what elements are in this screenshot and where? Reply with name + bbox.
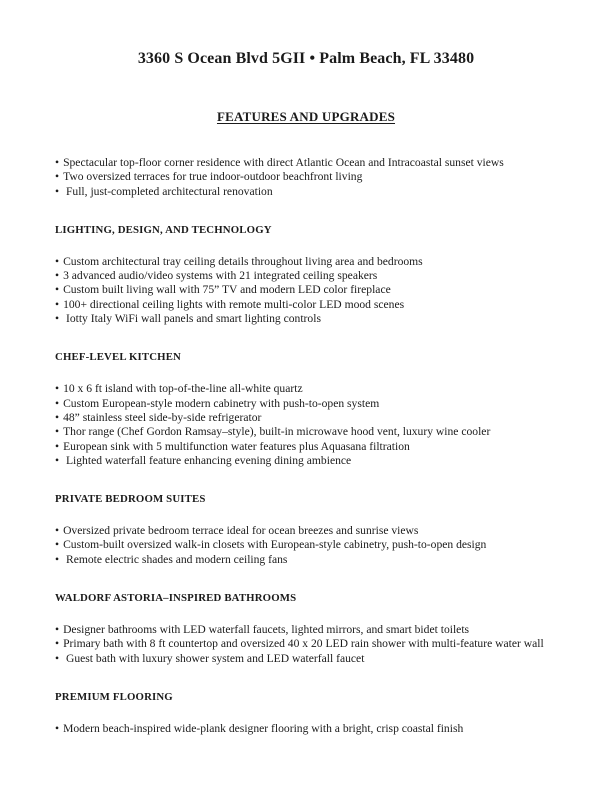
bullet-text: Guest bath with luxury shower system and LED waterfall faucet bbox=[63, 651, 365, 665]
bullet-text: Primary bath with 8 ft countertop and oversized 40 x 20 LED rain shower with multi-feature water wall bbox=[63, 637, 544, 651]
bullet-item bbox=[55, 255, 557, 269]
feature-section bbox=[55, 223, 557, 326]
bullet-item bbox=[55, 156, 557, 170]
bullet-marker: • bbox=[55, 425, 60, 439]
bullet-text: Lighted waterfall feature enhancing evening dining ambience bbox=[63, 453, 352, 467]
bullet-text: Two oversized terraces for true indoor-outdoor beachfront living bbox=[63, 170, 363, 184]
bullet-text: Spectacular top-floor corner residence with direct Atlantic Ocean and Intracoastal sunset views bbox=[63, 156, 504, 169]
bullet-list bbox=[55, 722, 557, 736]
bullet-marker: • bbox=[55, 637, 60, 651]
bullet-marker: • bbox=[55, 552, 60, 566]
section-heading: WALDORF ASTORIA–INSPIRED BATHROOMS bbox=[55, 592, 297, 605]
bullet-marker: • bbox=[55, 439, 60, 453]
bullet-text: Iotty Italy WiFi wall panels and smart lighting controls bbox=[63, 312, 321, 326]
bullet-marker: • bbox=[55, 651, 60, 665]
bullet-text: Modern beach-inspired wide-plank designer flooring with a bright, crisp coastal finish bbox=[63, 721, 464, 735]
bullet-text: 10 x 6 ft island with top-of-the-line all-white quartz bbox=[63, 382, 303, 396]
feature-section bbox=[55, 690, 557, 736]
bullet-marker: • bbox=[55, 721, 60, 735]
page-title: 3360 S Ocean Blvd 5GII • Palm Beach, FL 33480 bbox=[137, 50, 475, 67]
bullet-item bbox=[55, 623, 557, 637]
bullet-text: Custom built living wall with 75” TV and modern LED color fireplace bbox=[63, 283, 391, 297]
bullet-marker: • bbox=[55, 396, 60, 410]
bullet-text: Custom European-style modern cabinetry with push-to-open system bbox=[63, 396, 380, 410]
bullet-item bbox=[55, 652, 557, 666]
bullet-item bbox=[55, 170, 557, 184]
bullet-text: European sink with 5 multifunction water features plus Aquasana filtration bbox=[63, 439, 410, 453]
bullet-item bbox=[55, 312, 557, 326]
bullet-item bbox=[55, 425, 557, 439]
bullet-list bbox=[55, 156, 557, 199]
bullet-text: Remote electric shades and modern ceiling fans bbox=[63, 552, 288, 566]
feature-section bbox=[55, 350, 557, 468]
bullet-item bbox=[55, 454, 557, 468]
bullet-list bbox=[55, 382, 557, 468]
bullet-marker: • bbox=[55, 170, 60, 184]
feature-section bbox=[55, 591, 557, 666]
bullet-item bbox=[55, 185, 557, 199]
bullet-marker: • bbox=[55, 538, 60, 552]
bullet-text: Full, just-completed architectural renovation bbox=[63, 184, 273, 198]
bullet-text: Oversized private bedroom terrace ideal for ocean breezes and sunrise views bbox=[63, 524, 419, 538]
bullet-list bbox=[55, 524, 557, 567]
bullet-marker: • bbox=[55, 283, 60, 297]
bullet-item bbox=[55, 553, 557, 567]
bullet-text: Custom architectural tray ceiling details throughout living area and bedrooms bbox=[63, 254, 423, 268]
document-heading: FEATURES AND UPGRADES bbox=[216, 109, 396, 124]
bullet-item bbox=[55, 538, 557, 552]
bullet-marker: • bbox=[55, 623, 60, 637]
bullet-item bbox=[55, 283, 557, 297]
bullet-list bbox=[55, 623, 557, 666]
bullet-marker: • bbox=[55, 184, 60, 198]
bullet-item bbox=[55, 269, 557, 283]
bullet-marker: • bbox=[55, 156, 60, 169]
bullet-text: 100+ directional ceiling lights with remote multi-color LED mood scenes bbox=[63, 297, 405, 311]
bullet-text: 48” stainless steel side-by-side refrigerator bbox=[63, 410, 262, 424]
bullet-marker: • bbox=[55, 297, 60, 311]
bullet-marker: • bbox=[55, 312, 60, 326]
bullet-list bbox=[55, 255, 557, 326]
section-heading: PRIVATE BEDROOM SUITES bbox=[55, 493, 206, 506]
feature-section bbox=[55, 492, 557, 567]
bullet-marker: • bbox=[55, 269, 60, 283]
bullet-item bbox=[55, 524, 557, 538]
bullet-marker: • bbox=[55, 453, 60, 467]
bullet-item bbox=[55, 637, 557, 651]
feature-section bbox=[55, 156, 557, 199]
section-heading: LIGHTING, DESIGN, AND TECHNOLOGY bbox=[55, 223, 272, 236]
bullet-marker: • bbox=[55, 410, 60, 424]
bullet-item bbox=[55, 722, 557, 736]
bullet-item bbox=[55, 397, 557, 411]
bullet-text: 3 advanced audio/video systems with 21 integrated ceiling speakers bbox=[63, 269, 378, 283]
bullet-marker: • bbox=[55, 254, 60, 268]
bullet-item bbox=[55, 382, 557, 396]
bullet-item bbox=[55, 298, 557, 312]
bullet-marker: • bbox=[55, 382, 60, 396]
bullet-item bbox=[55, 411, 557, 425]
bullet-text: Thor range (Chef Gordon Ramsay–style), built-in microwave hood vent, luxury wine cooler bbox=[63, 425, 491, 439]
bullet-text: Designer bathrooms with LED waterfall faucets, lighted mirrors, and smart bidet toilets bbox=[63, 623, 470, 637]
section-heading: CHEF-LEVEL KITCHEN bbox=[55, 351, 181, 364]
sections-container bbox=[0, 156, 612, 736]
bullet-item bbox=[55, 440, 557, 454]
bullet-marker: • bbox=[55, 524, 60, 538]
bullet-text: Custom-built oversized walk-in closets with European-style cabinetry, push-to-open design bbox=[63, 538, 487, 552]
section-heading: PREMIUM FLOORING bbox=[55, 690, 173, 703]
